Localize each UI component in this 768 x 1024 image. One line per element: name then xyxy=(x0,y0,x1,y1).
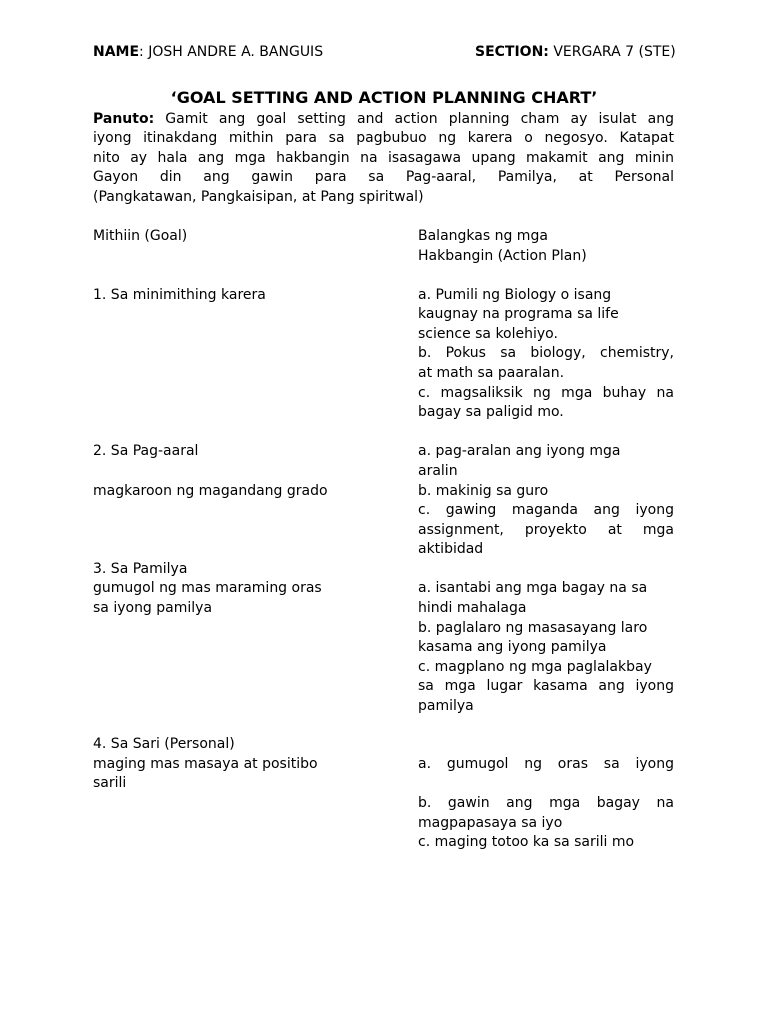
instructions-line-4: Gayon din ang gawin para sa Pag-aaral, Pamilya, at Personal xyxy=(93,169,674,185)
action-1a-line-2: kaugnay na programa sa life xyxy=(418,306,619,322)
goal-2-text: magkaroon ng magandang grado xyxy=(93,483,328,499)
section-field xyxy=(475,44,676,60)
goal-3-text-2: sa iyong pamilya xyxy=(93,600,213,616)
action-4b-line-2: magpapasaya sa iyo xyxy=(418,815,563,831)
section-label: SECTION: xyxy=(475,44,549,60)
action-1c-line-2: bagay sa paligid mo. xyxy=(418,404,564,420)
action-3a-line-1: a. isantabi ang mga bagay na sa xyxy=(418,580,648,596)
goal-column-header: Mithiin (Goal) xyxy=(93,228,188,244)
action-3b-line-2: kasama ang iyong pamilya xyxy=(418,639,607,655)
instructions-line-1: Panuto: Gamit ang goal setting and action planning cham ay isulat ang xyxy=(93,111,674,127)
goal-4-title: 4. Sa Sari (Personal) xyxy=(93,736,235,752)
action-2b: b. makinig sa guro xyxy=(418,483,549,499)
action-1b-line-1: b. Pokus sa biology, chemistry, xyxy=(418,345,674,361)
action-4c: c. maging totoo ka sa sarili mo xyxy=(418,834,635,850)
goal-3-title: 3. Sa Pamilya xyxy=(93,561,188,577)
action-3c-line-2: sa mga lugar kasama ang iyong xyxy=(418,678,674,694)
action-1b-line-2: at math sa paaralan. xyxy=(418,365,565,381)
action-3c-line-3: pamilya xyxy=(418,698,474,714)
action-plan-header-line-1: Balangkas ng mga xyxy=(418,228,548,244)
action-2a-line-2: aralin xyxy=(418,463,458,479)
goal-1-title: 1. Sa minimithing karera xyxy=(93,287,266,303)
action-plan-header-line-2: Hakbangin (Action Plan) xyxy=(418,248,587,264)
action-3b-line-1: b. paglalaro ng masasayang laro xyxy=(418,620,648,636)
action-3a-line-2: hindi mahalaga xyxy=(418,600,527,616)
goal-2-title: 2. Sa Pag-aaral xyxy=(93,443,199,459)
goal-4-text-2: sarili xyxy=(93,775,127,791)
instructions-line-5: (Pangkatawan, Pangkaisipan, at Pang spiritwal) xyxy=(93,189,424,205)
instructions-line-3: nito ay hala ang mga hakbangin na isasagawa upang makamit ang minin xyxy=(93,150,674,166)
action-2a-line-1: a. pag-aralan ang iyong mga xyxy=(418,443,621,459)
instructions-line-2: iyong itinakdang mithin para sa pagbubuo ng karera o negosyo. Katapat xyxy=(93,130,674,146)
name-value: : JOSH ANDRE A. BANGUIS xyxy=(139,44,324,60)
section-value: VERGARA 7 (STE) xyxy=(548,44,676,60)
action-4a: a. gumugol ng oras sa iyong xyxy=(418,756,674,772)
action-1a-line-3: science sa kolehiyo. xyxy=(418,326,558,342)
instructions-label: Panuto: xyxy=(93,111,155,127)
action-3c-line-1: c. magplano ng mga paglalakbay xyxy=(418,659,652,675)
action-4b-line-1: b. gawin ang mga bagay na xyxy=(418,795,674,811)
action-2c-line-2: assignment, proyekto at mga xyxy=(418,522,674,538)
page-title: ‘GOAL SETTING AND ACTION PLANNING CHART’ xyxy=(170,88,598,107)
action-2c-line-1: c. gawing maganda ang iyong xyxy=(418,502,674,518)
action-1c-line-1: c. magsaliksik ng mga buhay na xyxy=(418,385,674,401)
action-2c-line-3: aktibidad xyxy=(418,541,484,557)
action-1a-line-1: a. Pumili ng Biology o isang xyxy=(418,287,612,303)
goal-4-text-1: maging mas masaya at positibo xyxy=(93,756,318,772)
name-field xyxy=(93,44,323,60)
goal-3-text-1: gumugol ng mas maraming oras xyxy=(93,580,322,596)
name-label: NAME xyxy=(93,44,140,60)
